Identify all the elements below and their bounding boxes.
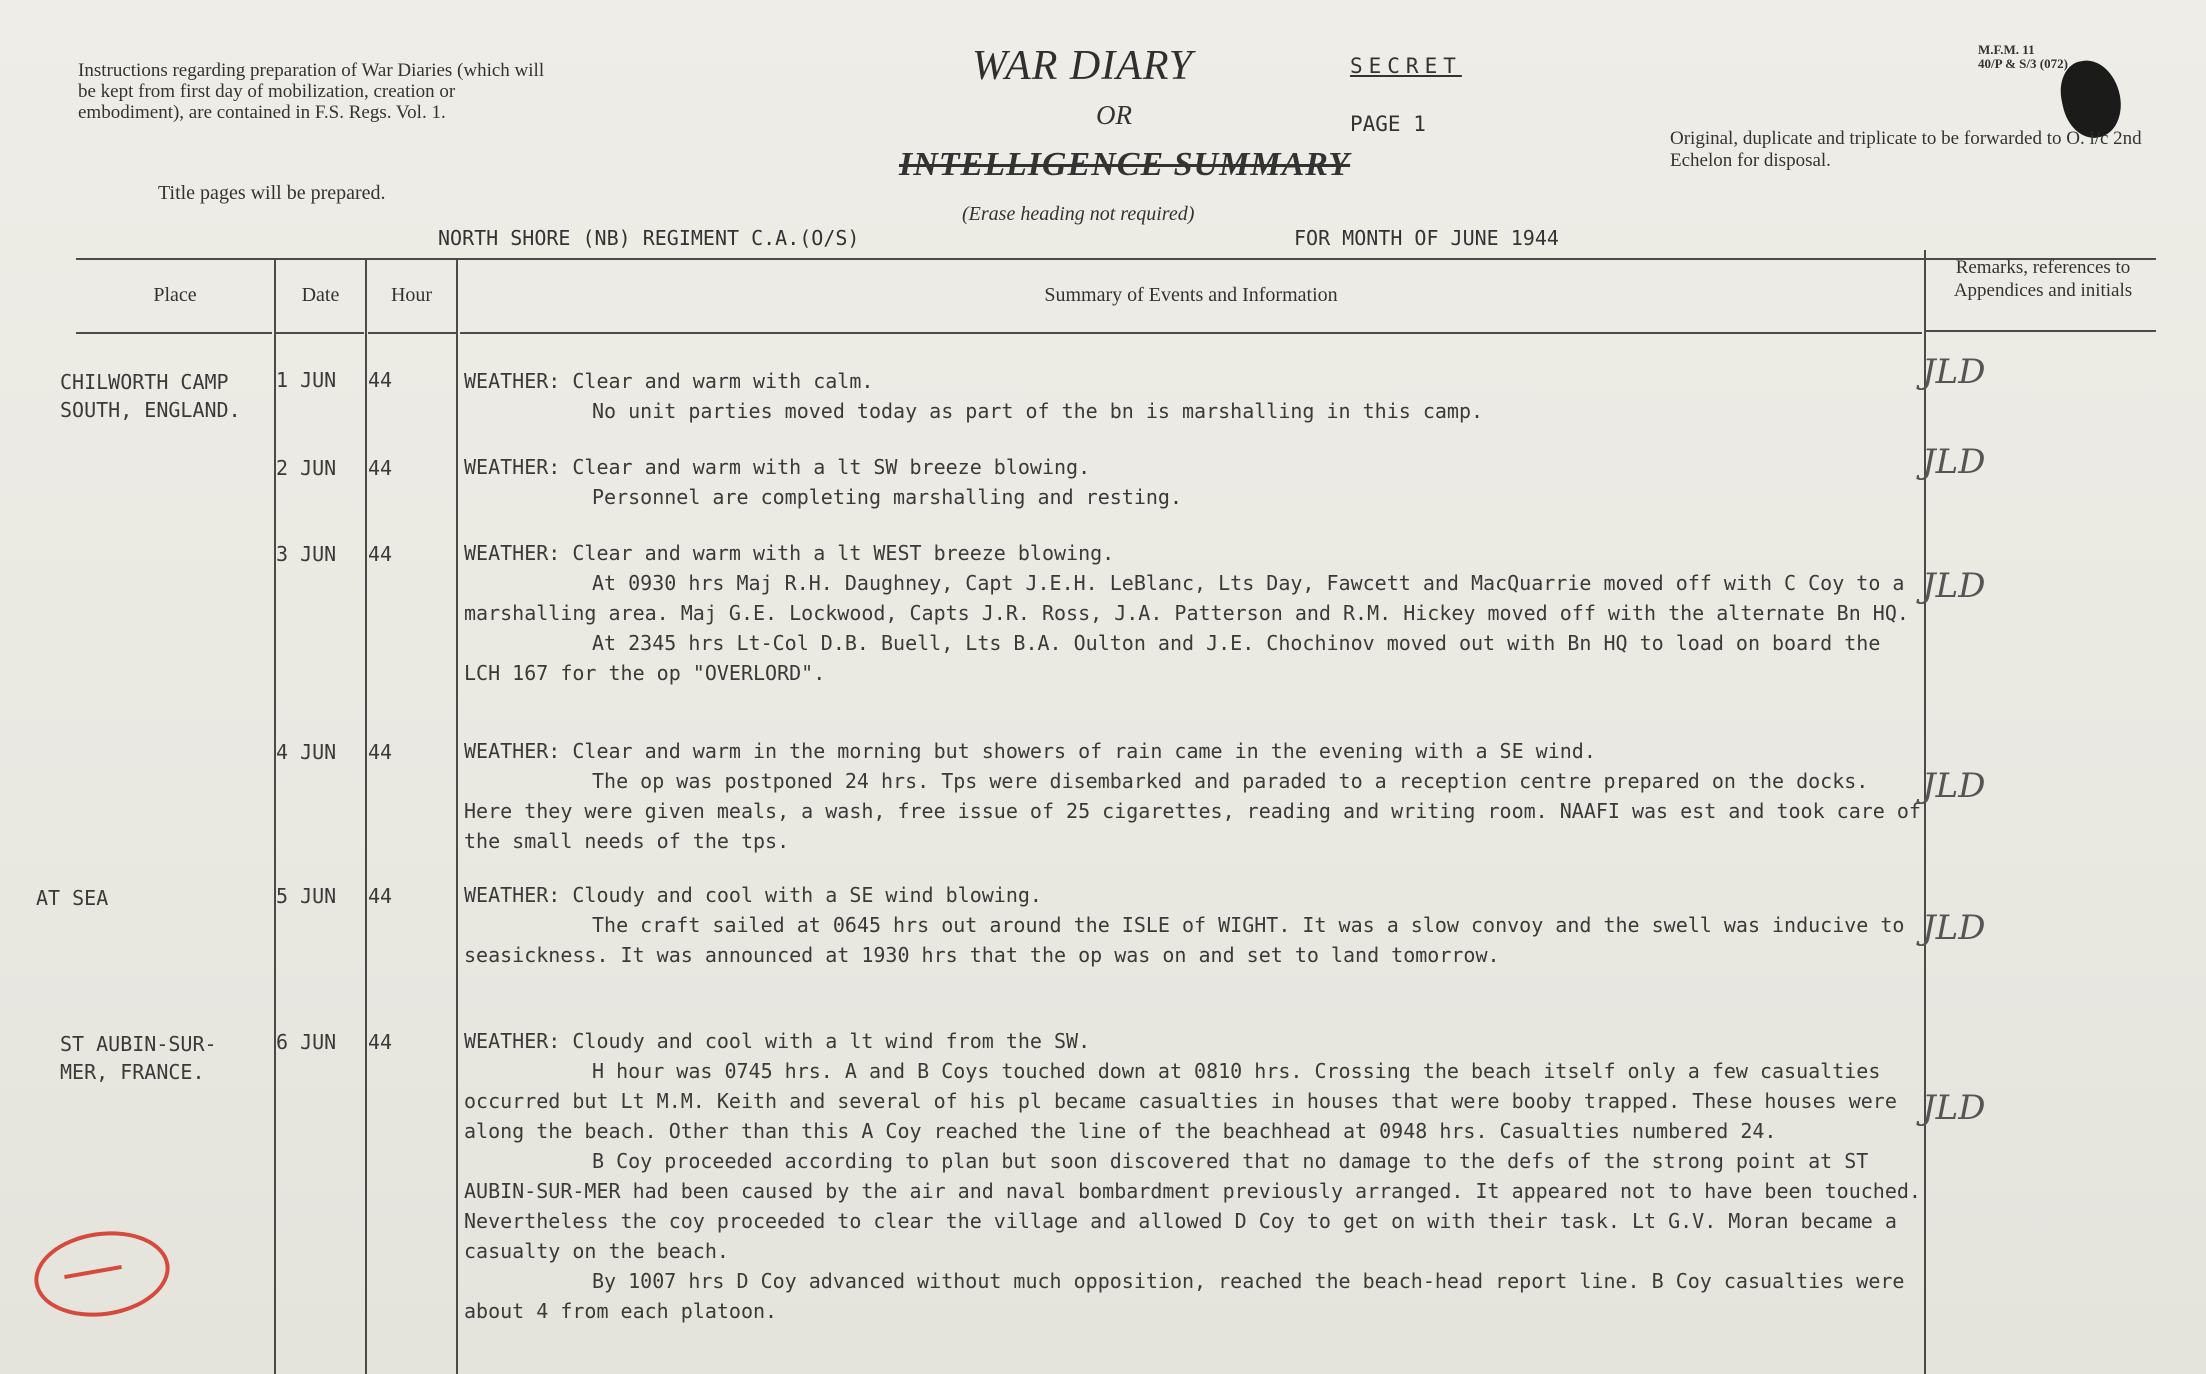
red-pencil-oval-mark	[29, 1223, 175, 1325]
summary-line: WEATHER: Cloudy and cool with a lt wind from the SW.	[464, 1029, 1091, 1053]
form-title: WAR DIARY	[972, 43, 1194, 89]
entry-summary	[464, 880, 1924, 970]
summary-line: WEATHER: Cloudy and cool with a SE wind blowing.	[464, 883, 1042, 907]
initials-signature: JLD	[1922, 566, 1986, 606]
form-number-top: M.F.M. 11	[1978, 42, 2035, 57]
form-code: 40/P & S/3	[1978, 56, 2037, 71]
entry-place: ST AUBIN-SUR- MER, FRANCE.	[60, 1032, 217, 1084]
erase-heading-note: (Erase heading not required)	[962, 203, 1195, 225]
summary-line: H hour was 0745 hrs. A and B Coys touched down at 0810 hrs. Crossing the beach itself only a few casualties occurred but Lt M.M. Keith and several of his pl became casualties in houses that were booby trapped. These houses were along the beach. Other than this A Coy reached the line of the beachhead at 0948 hrs. Casualties numbered 24.	[464, 1059, 1897, 1143]
header-bottom-rule-summary	[460, 332, 1922, 334]
entry-place: AT SEA	[36, 886, 109, 910]
header-bottom-rule-date	[276, 332, 364, 334]
unit-name: NORTH SHORE (NB) REGIMENT C.A.(O/S)	[438, 226, 860, 250]
entry-summary	[464, 1026, 1924, 1326]
summary-line: WEATHER: Clear and warm with a lt WEST breeze blowing.	[464, 541, 1115, 565]
month-label: FOR MONTH OF JUNE 1944	[1294, 226, 1559, 250]
column-header-summary: Summary of Events and Information	[1044, 284, 1338, 306]
table-top-rule	[76, 258, 2156, 260]
column-header-remarks: Remarks, references to Appendices and initials	[1953, 257, 2133, 301]
header-bottom-rule-hour	[368, 332, 456, 334]
summary-line: The craft sailed at 0645 hrs out around the ISLE of WIGHT. It was a slow convoy and the swell was inducive to seasickness. It was announced at 1930 hrs that the op was on and set to land tomorrow.	[464, 913, 1905, 967]
entry-date: 1 JUN	[276, 368, 337, 392]
summary-line: At 2345 hrs Lt-Col D.B. Buell, Lts B.A. Oulton and J.E. Chochinov moved out with Bn HQ to load on board the LCH 167 for the op "OVERLORD".	[464, 631, 1881, 685]
title-pages-note: Title pages will be prepared.	[158, 182, 386, 204]
column-header-hour: Hour	[390, 284, 433, 306]
entry-place: CHILWORTH CAMP SOUTH, ENGLAND.	[60, 370, 241, 422]
summary-line: No unit parties moved today as part of the bn is marshalling in this camp.	[592, 399, 1484, 423]
initials-signature: JLD	[1922, 352, 1986, 392]
entry-date: 4 JUN	[276, 740, 337, 764]
secret-marking: SECRET	[1350, 54, 1462, 78]
entry-date: 2 JUN	[276, 456, 337, 480]
entry-hour: 44	[368, 368, 393, 392]
initials-signature: JLD	[1922, 442, 1986, 482]
header-bottom-rule-place	[76, 332, 272, 334]
page-number: PAGE 1	[1350, 112, 1426, 136]
entry-summary	[464, 366, 1924, 426]
entry-date: 6 JUN	[276, 1030, 337, 1054]
summary-line: By 1007 hrs D Coy advanced without much opposition, reached the beach-head report line. B Coy casualties were about 4 from each platoon.	[464, 1269, 1905, 1323]
form-number	[1978, 43, 2068, 71]
header-bottom-rule-remarks	[1926, 330, 2156, 332]
initials-signature: JLD	[1922, 766, 1986, 806]
entry-date: 3 JUN	[276, 542, 337, 566]
column-divider-hour	[365, 260, 367, 1374]
summary-line: At 0930 hrs Maj R.H. Daughney, Capt J.E.H. LeBlanc, Lts Day, Fawcett and MacQuarrie moved off with C Coy to a marshalling area. Maj G.E. Lockwood, Capts J.R. Ross, J.A. Patterson and R.M. Hickey moved off with the alternate Bn HQ.	[464, 571, 1909, 625]
entry-hour: 44	[368, 456, 393, 480]
form-number-bottom	[1978, 57, 2068, 71]
entry-date: 5 JUN	[276, 884, 337, 908]
summary-line: WEATHER: Clear and warm with calm.	[464, 369, 874, 393]
initials-signature: JLD	[1922, 1088, 1986, 1128]
initials-signature: JLD	[1922, 908, 1986, 948]
summary-line: WEATHER: Clear and warm with a lt SW breeze blowing.	[464, 455, 1091, 479]
entry-summary	[464, 736, 1924, 856]
column-divider-date	[274, 260, 276, 1374]
summary-line: The op was postponed 24 hrs. Tps were disembarked and paraded to a reception centre prepared on the docks. Here they were given meals, a wash, free issue of 25 cigarettes, reading and writing room. NAAFI was est and took care of the small needs of the tps.	[464, 769, 1921, 853]
form-code-tail: (072)	[2039, 56, 2068, 71]
summary-line: B Coy proceeded according to plan but soon discovered that no damage to the defs of the strong point at ST AUBIN-SUR-MER had been caused by the air and naval bombardment previously arranged. It appeared not to have been touched. Nevertheless the coy proceeded to clear the village and allowed D Coy to get on with their task. Lt G.V. Moran became a casualty on the beach.	[464, 1149, 1921, 1263]
column-divider-remarks	[1924, 250, 1926, 1374]
form-title-or: OR	[1096, 100, 1132, 130]
intelligence-summary-struck: INTELLIGENCE SUMMARY	[899, 146, 1351, 183]
column-header-date: Date	[301, 284, 340, 306]
entry-hour: 44	[368, 542, 393, 566]
column-header-place: Place	[153, 284, 197, 306]
entry-summary	[464, 538, 1924, 688]
summary-line: Personnel are completing marshalling and resting.	[592, 485, 1183, 509]
entry-hour: 44	[368, 740, 393, 764]
entry-hour: 44	[368, 884, 393, 908]
entry-hour: 44	[368, 1030, 393, 1054]
column-divider-summary	[456, 260, 458, 1374]
disposal-note: Original, duplicate and triplicate to be forwarded to O. i/c 2nd Echelon for disposal.	[1670, 128, 2142, 171]
instructions-note: Instructions regarding preparation of War Diaries (which will be kept from first day of mobilization, creation or embodiment), are contained in F.S. Regs. Vol. 1.	[78, 60, 545, 123]
summary-line: WEATHER: Clear and warm in the morning but showers of rain came in the evening with a SE wind.	[464, 739, 1596, 763]
entry-summary	[464, 452, 1924, 512]
